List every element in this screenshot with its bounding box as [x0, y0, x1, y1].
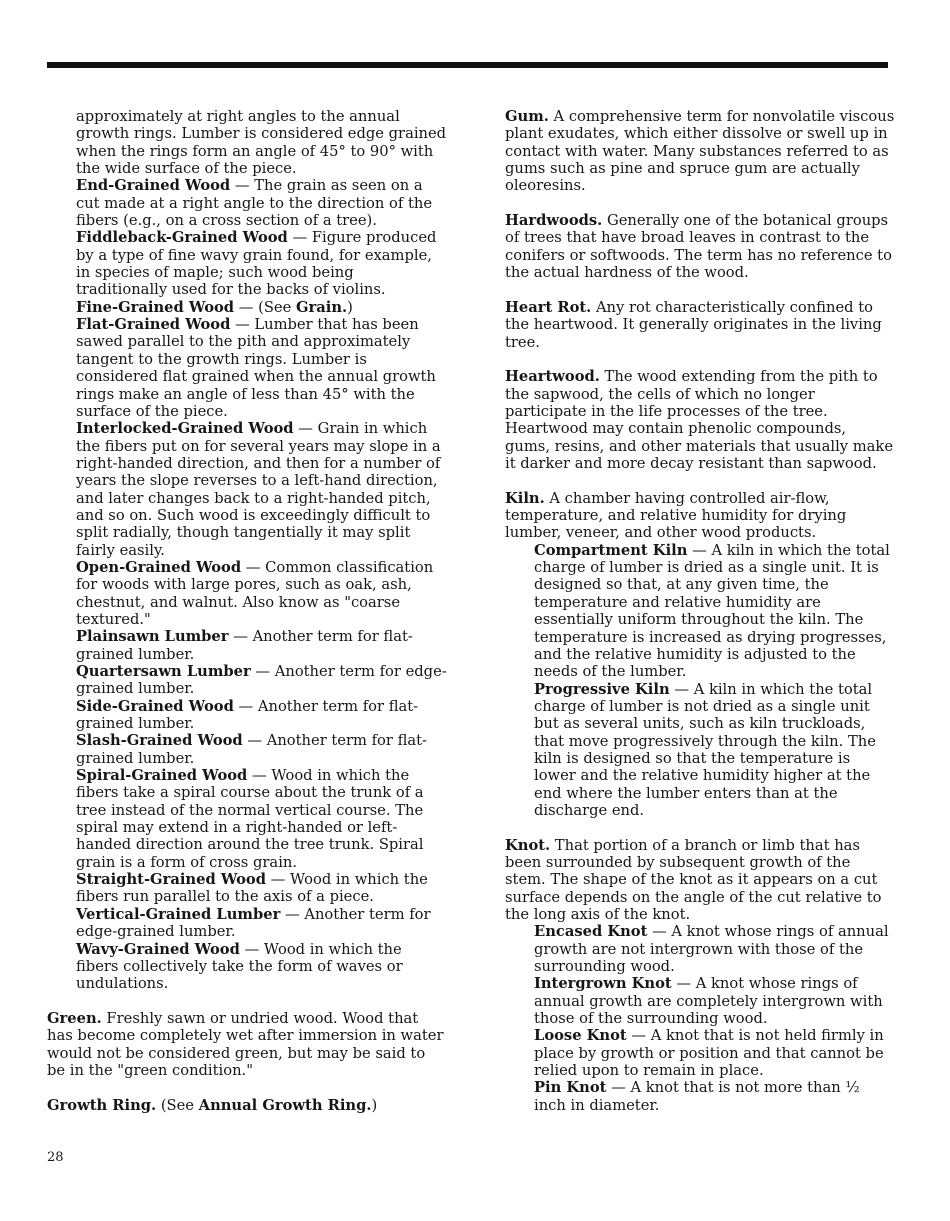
definition: That portion of a branch or limb that has been surrounded by subsequent growth of the stem. The shape of the knot as it appears on a cut surface depends on the angle of the cut relative to the long axis of the knot.: [505, 836, 882, 924]
entry-fiddleback-grained-wood: Fiddleback-Grained Wood — Figure produced by a type of fine wavy grain found, for example, in species of maple; such wood being traditionally used for the backs of violins.: [76, 229, 437, 299]
definition: The wood extending from the pith to the sapwood, the cells of which no longer participate in the life processes of the tree. Heartwood may contain phenolic compounds, gums, resins, and other materials that usually make it darker and more decay resistant than sapwood.: [505, 368, 894, 473]
definition: Another term for flat-grained lumber.: [76, 628, 413, 663]
definition: A knot whose rings of annual growth are completely intergrown with those of the surrounding wood.: [534, 975, 883, 1028]
page-number: 28: [47, 1150, 64, 1165]
entry-kiln: [505, 490, 895, 542]
definition: Figure produced by a type of fine wavy grain found, for example, in species of maple; such wood being traditionally used for the backs of violins.: [76, 229, 437, 299]
cross-reference: Grain.: [295, 298, 348, 316]
definition: Another term for flat-grained lumber.: [76, 732, 427, 767]
entry-flat-grained-wood: Flat-Grained Wood — Lumber that has been sawed parallel to the pith and approximately tangent to the growth rings. Lumber is considered flat grained when the annual growth rings make an angle of less than 45° with the surface of the piece.: [76, 316, 436, 420]
entry-spiral-grained-wood: Spiral-Grained Wood — Wood in which the fibers take a spiral course about the trunk of a tree instead of the normal vertical course. The spiral may extend in a right-handed or left-handed direction around the tree trunk. Spiral grain is a form of cross grain.: [76, 767, 424, 871]
entry-compartment-kiln: Compartment Kiln — A kiln in which the total charge of lumber is dried as a single unit. It is designed so that, at any given time, the temperature and relative humidity are essentially uniform throughout the kiln. The temperature is increased as drying progresses, and the relative humidity is adjusted to the needs of the lumber.: [534, 541, 890, 681]
term: Fine-Grained Wood: [76, 298, 235, 316]
entry-green: [47, 1010, 447, 1079]
right-column: [505, 108, 895, 1114]
entry-gum: [505, 108, 895, 195]
definition: Wood in which the fibers take a spiral course about the trunk of a tree instead of the normal vertical course. The spiral may extend in a right-handed or left-handed direction around the tree trunk. Spiral grain is a form of cross grain.: [76, 767, 424, 871]
definition: Generally one of the botanical groups of trees that have broad leaves in contrast to the conifers or softwoods. The term has no reference to the actual hardness of the wood.: [505, 212, 892, 282]
definition: A knot that is not held firmly in place by growth or position and that cannot be relied upon to remain in place.: [534, 1027, 884, 1080]
term: Heartwood.: [505, 368, 600, 386]
term: Plainsawn Lumber: [76, 628, 229, 646]
entry-encased-knot: Encased Knot — A knot whose rings of annual growth are not intergrown with those of the surrounding wood.: [534, 923, 889, 976]
entry-knot: [505, 837, 895, 924]
entry-intergrown-knot: Intergrown Knot — A knot whose rings of annual growth are completely intergrown with those of the surrounding wood.: [534, 975, 883, 1028]
entry-open-grained-wood: Open-Grained Wood — Common classification for woods with large pores, such as oak, ash, chestnut, and walnut. Also know as "coarse textured.": [76, 558, 434, 628]
term: Progressive Kiln: [534, 680, 670, 698]
definition: Lumber that has been sawed parallel to the pith and approximately tangent to the growth rings. Lumber is considered flat grained when the annual growth rings make an angle of less than 45° with the surface of the piece.: [76, 316, 436, 420]
definition: Wood in which the fibers collectively take the form of waves or undulations.: [76, 940, 403, 993]
entry-loose-knot: Loose Knot — A knot that is not held firmly in place by growth or position and that cannot be relied upon to remain in place.: [534, 1027, 884, 1080]
spacer: [47, 993, 447, 1010]
entry-plainsawn-lumber: Plainsawn Lumber — Another term for flat-grained lumber.: [76, 628, 413, 663]
definition: (See: [258, 298, 296, 316]
edge-grained-continuation: approximately at right angles to the annual growth rings. Lumber is considered edge grained when the rings form an angle of 45° to 90° with the wide surface of the piece.: [76, 108, 447, 178]
entry-slash-grained-wood: Slash-Grained Wood — Another term for flat-grained lumber.: [76, 732, 427, 767]
definition: A chamber having controlled air-flow, temperature, and relative humidity for drying lumber, veneer, and other wood products.: [505, 489, 847, 542]
term: Kiln.: [505, 489, 545, 507]
term: Wavy-Grained Wood: [76, 940, 240, 958]
term: Flat-Grained Wood: [76, 316, 231, 334]
cross-reference: Annual Growth Ring.: [198, 1096, 372, 1114]
left-column: [47, 108, 447, 1114]
top-rule: [47, 62, 888, 68]
entry-vertical-grained-lumber: Vertical-Grained Lumber — Another term for edge-grained lumber.: [76, 905, 431, 941]
term: Knot.: [505, 836, 551, 854]
spacer: [505, 819, 895, 836]
term: Open-Grained Wood: [76, 558, 242, 576]
definition: Another term for flat-grained lumber.: [76, 697, 419, 733]
term: Fiddleback-Grained Wood: [76, 229, 288, 247]
entry-heart-rot: [505, 299, 895, 351]
term: Loose Knot: [534, 1027, 627, 1045]
entry-side-grained-wood: Side-Grained Wood — Another term for flat-grained lumber.: [76, 697, 419, 733]
entry-pin-knot: Pin Knot — A knot that is not more than ½ inch in diameter.: [534, 1079, 860, 1114]
definition: Common classification for woods with large pores, such as oak, ash, chestnut, and walnut. Also know as "coarse textured.": [76, 558, 434, 628]
entry-progressive-kiln: Progressive Kiln — A kiln in which the total charge of lumber is not dried as a single unit but as several units, such as kiln truckloads, that move progressively through the kiln. The kiln is designed so that the temperature is lower and the relative humidity higher at the end where the lumber enters than at the discharge end.: [534, 680, 876, 819]
spacer: [47, 1079, 447, 1096]
term: Straight-Grained Wood: [76, 871, 266, 889]
definition: Freshly sawn or undried wood. Wood that has become completely wet after immersion in water would not be considered green, but may be said to be in the "green condition.": [47, 1009, 444, 1079]
definition: Grain in which the fibers put on for several years may slope in a right-handed direction, and then for a number of years the slope reverses to a left-hand direction, and later changes back to a right-handed pitch, and so on. Such wood is exceedingly difficult to split radially, though tangentially it may split fairly easily.: [76, 420, 441, 559]
term: Hardwoods.: [505, 212, 603, 230]
term: Growth Ring.: [47, 1096, 157, 1114]
entry-hardwoods: [505, 212, 895, 281]
term: Interlocked-Grained Wood: [76, 420, 294, 438]
term: Slash-Grained Wood: [76, 732, 243, 750]
definition: Wood in which the fibers run parallel to the axis of a piece.: [76, 871, 428, 906]
entry-interlocked-grained-wood: Interlocked-Grained Wood — Grain in which the fibers put on for several years may slope in a right-handed direction, and then for a number of years the slope reverses to a left-hand direction, and later changes back to a right-handed pitch, and so on. Such wood is exceedingly difficult to split radially, though tangentially it may split fairly easily.: [76, 420, 441, 559]
spacer: [505, 281, 895, 298]
term: Pin Knot: [534, 1079, 607, 1097]
definition: Another term for edge-grained lumber.: [76, 663, 447, 698]
entry-heartwood: [505, 368, 895, 472]
definition: A knot whose rings of annual growth are not intergrown with those of the surrounding wood.: [534, 923, 889, 976]
entry-quartersawn-lumber: Quartersawn Lumber — Another term for edge-grained lumber.: [76, 663, 447, 698]
entry-fine-grained-wood: Fine-Grained Wood — (See Grain.): [76, 298, 353, 316]
term: Spiral-Grained Wood: [76, 767, 248, 785]
definition: A knot that is not more than ½ inch in diameter.: [534, 1079, 860, 1114]
spacer: [505, 472, 895, 489]
spacer: [505, 351, 895, 368]
entry-end-grained-wood: End-Grained Wood — The grain as seen on a cut made at a right angle to the direction of the fibers (e.g., on a cross section of a tree).: [76, 177, 433, 230]
definition: Any rot characteristically confined to the heartwood. It generally originates in the living tree.: [505, 298, 882, 351]
term: Encased Knot: [534, 923, 648, 941]
term: Compartment Kiln: [534, 541, 688, 559]
definition: A kiln in which the total charge of lumber is not dried as a single unit but as several units, such as kiln truckloads, that move progressively through the kiln. The kiln is designed so that the temperature is lower and the relative humidity higher at the end where the lumber enters than at the discharge end.: [534, 680, 876, 819]
entry-wavy-grained-wood: Wavy-Grained Wood — Wood in which the fibers collectively take the form of waves or undulations.: [76, 940, 403, 993]
term: Quartersawn Lumber: [76, 663, 251, 680]
spacer: [505, 195, 895, 212]
entry-growth-ring: Growth Ring. (See Annual Growth Ring.): [47, 1096, 378, 1114]
term: Intergrown Knot: [534, 975, 672, 993]
term: Green.: [47, 1009, 102, 1027]
term: Vertical-Grained Lumber: [76, 905, 281, 923]
definition: A kiln in which the total charge of lumber is dried as a single unit. It is designed so that, at any given time, the temperature and relative humidity are essentially uniform throughout the kiln. The temperature is increased as drying progresses, and the relative humidity is adjusted to the needs of the lumber.: [534, 541, 890, 681]
definition: A comprehensive term for nonvolatile viscous plant exudates, which either dissolve or swell up in contact with water. Many substances referred to as gums such as pine and spruce gum are actually oleoresins.: [505, 108, 895, 195]
definition: The grain as seen on a cut made at a right angle to the direction of the fibers (e.g., on a cross section of a tree).: [76, 177, 433, 230]
term: End-Grained Wood: [76, 177, 231, 195]
entry-straight-grained-wood: Straight-Grained Wood — Wood in which the fibers run parallel to the axis of a piece.: [76, 871, 428, 906]
term: Side-Grained Wood: [76, 697, 234, 715]
definition: Another term for edge-grained lumber.: [76, 905, 431, 941]
term: Gum.: [505, 108, 549, 125]
definition: (See: [156, 1096, 199, 1114]
term: Heart Rot.: [505, 298, 592, 316]
